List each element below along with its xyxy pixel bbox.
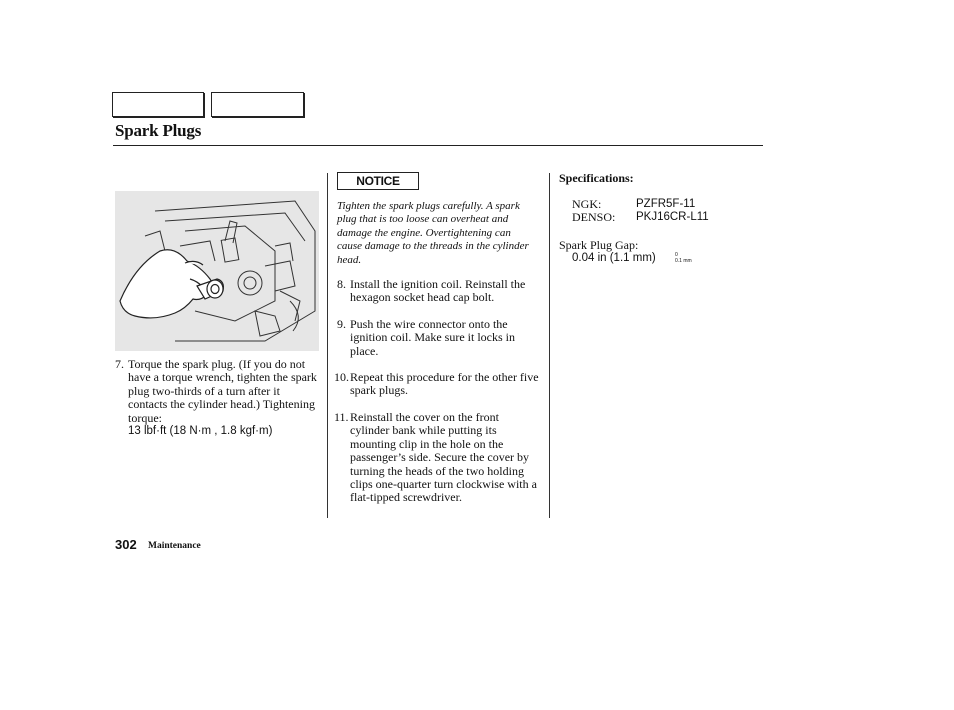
step-9-text: Push the wire connector onto the ignition coil. Make sure it locks in place. (350, 317, 515, 358)
denso-value: PKJ16CR-L11 (636, 211, 709, 223)
column-divider-right (549, 173, 550, 518)
step-8-text: Install the ignition coil. Reinstall the hexagon socket head cap bolt. (350, 277, 526, 305)
title-rule (113, 145, 763, 146)
denso-label: DENSO: (572, 210, 616, 224)
notice-text: Tighten the spark plugs carefully. A spark plug that is too loose can overheat and damage the engine. Overtightening can cause damage to the threads in the cylinder head. (337, 200, 529, 266)
spark-plug-illustration (115, 191, 319, 351)
step-9-number: 9. (337, 317, 346, 331)
header-tab-box-2 (211, 92, 304, 117)
gap-tolerance-top: 0 (675, 252, 678, 258)
step-10-number: 10. (334, 370, 349, 384)
notice-label: NOTICE (337, 172, 419, 190)
engine-hand-drawing (115, 191, 319, 351)
step-11-number: 11. (334, 410, 349, 424)
ngk-label: NGK: (572, 197, 602, 211)
header-tab-box-1 (112, 92, 204, 117)
section-name: Maintenance (148, 541, 201, 551)
step-10-text: Repeat this procedure for the other five spark plugs. (350, 370, 539, 398)
gap-value: 0.04 in (1.1 mm) (572, 252, 656, 264)
gap-tolerance-bottom: 0.1 mm (675, 258, 692, 264)
step-7-number: 7. (115, 357, 124, 371)
ngk-value: PZFR5F-11 (636, 198, 696, 210)
torque-value: 13 lbf·ft (18 N·m , 1.8 kgf·m) (128, 425, 273, 437)
step-8-number: 8. (337, 277, 346, 291)
column-divider-left (327, 173, 328, 518)
step-11-text: Reinstall the cover on the front cylinder bank while putting its mounting clip in the hole on the passenger’s side. Secure the cover by turning the heads of the two holding clips one-quarter turn clockwise with a flat-tipped screwdriver. (350, 410, 537, 505)
step-7-text: Torque the spark plug. (If you do not have a torque wrench, tighten the spark plug two-thirds of a turn after it contacts the cylinder head.) Tightening torque: (128, 357, 317, 425)
page-title: Spark Plugs (115, 121, 202, 140)
spec-heading: Specifications: (559, 171, 634, 185)
gap-label: Spark Plug Gap: (559, 238, 639, 252)
page-number: 302 (115, 537, 137, 552)
